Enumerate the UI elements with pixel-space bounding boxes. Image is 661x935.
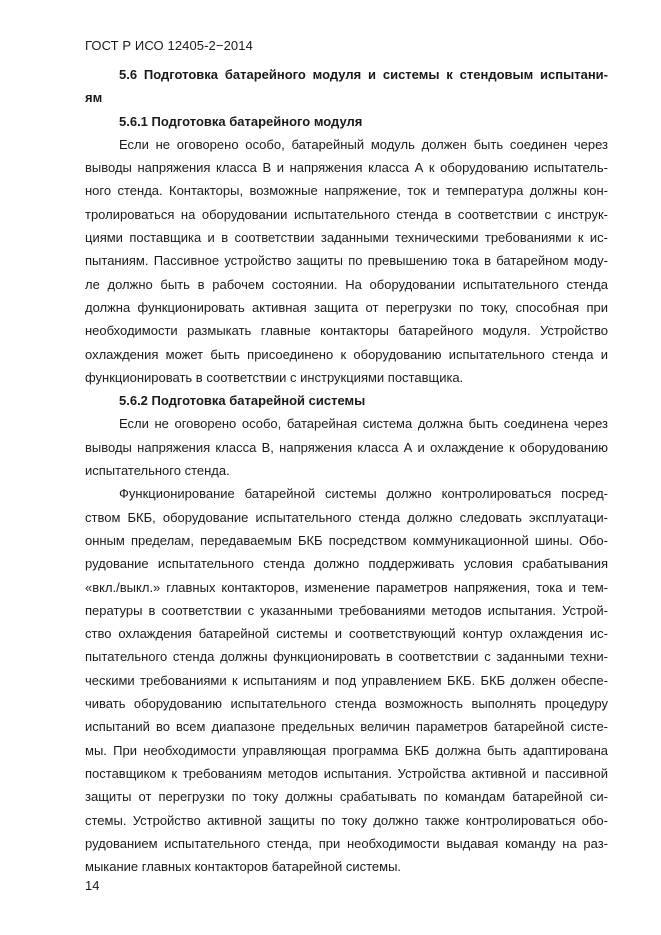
- paragraph-line: ство охлаждения батарейной системы и соответствующий контур охлаждения ис-: [85, 626, 608, 642]
- paragraph-5-6-1: [85, 133, 608, 389]
- paragraph-line: испытаний во всем диапазоне предельных величин параметров батарейной систе-: [85, 719, 608, 735]
- paragraph-line: чивать оборудованию испытательного стенда возможность выполнять процедуру: [85, 696, 608, 712]
- paragraph-line: ного стенда. Контакторы, возможные напряжение, ток и температура должны кон-: [85, 183, 608, 199]
- paragraph-line: выводы напряжения класса В и напряжения класса А к оборудованию испытатель-: [85, 160, 608, 176]
- paragraph-line: ством БКБ, оборудование испытательного стенда должно следовать эксплуатаци-: [85, 509, 608, 525]
- heading-line: ям: [85, 90, 103, 106]
- paragraph-line: испытательного стенда.: [85, 463, 230, 479]
- paragraph-line: выводы напряжения класса В, напряжения класса А и охлаждение к оборудованию: [85, 439, 608, 455]
- paragraph-line: должна функционировать активная защита от перегрузки по току, способная при: [85, 299, 608, 315]
- paragraph-line: охлаждения может быть присоединено к оборудованию испытательного стенда и: [85, 346, 608, 362]
- paragraph-line: циями поставщика и в соответствии заданными техническими требованиями к ис-: [85, 230, 608, 246]
- paragraph-line: функционировать в соответствии с инструкциями поставщика.: [85, 369, 464, 385]
- section-heading-5-6: [85, 63, 608, 110]
- paragraph-line: стемы. Устройство активной защиты по току должно также контролироваться обо-: [85, 812, 608, 828]
- paragraph-line: «вкл./выкл.» главных контакторов, изменение параметров напряжения, тока и тем-: [85, 579, 608, 595]
- paragraph-line: пературы в соответствии с указанными требованиями методов испытания. Устрой-: [85, 602, 608, 618]
- paragraph-line: рудованием испытательного стенда, при необходимости выдавая команду на раз-: [85, 835, 608, 851]
- paragraph-line: Функционирование батарейной системы должно контролироваться посред-: [119, 486, 608, 502]
- paragraph-line: Если не оговорено особо, батарейный модуль должен быть соединен через: [119, 136, 608, 152]
- paragraph-5-6-2-b: [85, 482, 608, 878]
- paragraph-line: защиты от перегрузки по току должны срабатывать по командам батарейной си-: [85, 789, 608, 805]
- paragraph-line: рудование испытательного стенда должно поддерживать условия срабатывания: [85, 556, 608, 572]
- paragraph-line: ческими требованиями к испытаниям и под управлением БКБ. БКБ должен обеспе-: [85, 672, 608, 688]
- paragraph-line: поставщиком к требованиям методов испытания. Устройства активной и пассивной: [85, 765, 608, 781]
- document-body: [85, 63, 608, 878]
- paragraph-line: мы. При необходимости управляющая программа БКБ должна быть адаптирована: [85, 742, 608, 758]
- paragraph-line: мыкание главных контакторов батарейной системы.: [85, 859, 402, 875]
- paragraph-5-6-2-a: [85, 412, 608, 482]
- section-heading-5-6-1: 5.6.1 Подготовка батарейного модуля: [119, 113, 363, 129]
- paragraph-line: онным пределам, передаваемым БКБ посредством коммуникационной шины. Обо-: [85, 532, 608, 548]
- paragraph-line: ле должно быть в рабочем состоянии. На оборудовании испытательного стенда: [85, 276, 608, 292]
- page-number: 14: [85, 878, 100, 893]
- paragraph-line: пытательного стенда должны функционировать в соответствии с заданными техни-: [85, 649, 608, 665]
- section-heading-5-6-2: 5.6.2 Подготовка батарейной системы: [119, 393, 366, 409]
- paragraph-line: необходимости размыкать главные контакторы батарейного модуля. Устройство: [85, 323, 608, 339]
- paragraph-line: пытаниям. Пассивное устройство защиты по превышению тока в батарейном моду-: [85, 253, 608, 269]
- heading-line: 5.6 Подготовка батарейного модуля и системы к стендовым испытани-: [119, 67, 608, 82]
- document-header: ГОСТ Р ИСО 12405-2−2014: [85, 38, 253, 53]
- paragraph-line: Если не оговорено особо, батарейная система должна быть соединена через: [119, 416, 608, 432]
- paragraph-line: тролироваться на оборудовании испытательного стенда в соответствии с инструк-: [85, 206, 608, 222]
